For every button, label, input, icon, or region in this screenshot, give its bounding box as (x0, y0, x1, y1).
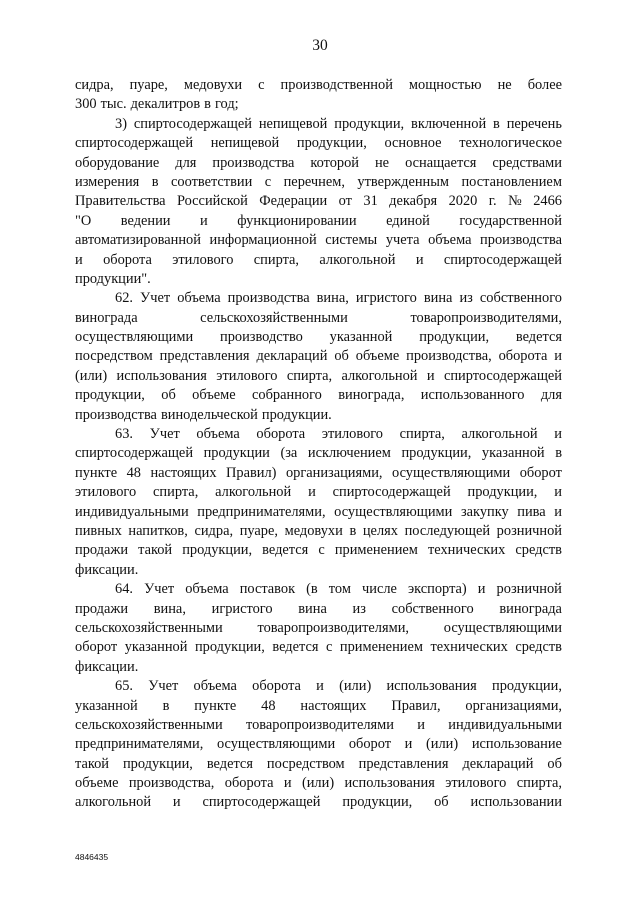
text-line: 63. Учет объема оборота этилового спирта, алкогольной и (115, 426, 562, 443)
text-line: (или) использования этилового спирта, алкогольной и спиртосодержащей (75, 367, 562, 384)
text-line: 3) спиртосодержащей непищевой продукции, включенной в перечень (115, 115, 562, 132)
text-line: продукции, об объеме собранного винограда, использованного для (75, 387, 562, 404)
text-line: продажи такой продукции, ведется с применением технических средств (75, 542, 562, 559)
text-line: пивных напитков, сидра, пуаре, медовухи в целях последующей розничной (75, 522, 562, 539)
text-line: спиртосодержащей продукции (за исключением продукции, указанной в (75, 445, 562, 462)
page-number: 30 (312, 37, 328, 54)
document-body (75, 76, 562, 813)
text-line: производства винодельческой продукции. (75, 406, 332, 423)
text-line: осуществляющими производство указанной продукции, ведется (75, 329, 562, 346)
text-line: измерения в соответствии с перечнем, утвержденным постановлением (75, 173, 562, 190)
text-line: указанной в пункте 48 настоящих Правил, организациями, (75, 697, 562, 714)
text-line: и оборота этилового спирта, алкогольной и спиртосодержащей (75, 251, 562, 268)
text-line: оборот указанной продукции, ведется с применением технических средств (75, 639, 562, 656)
text-line: винограда сельскохозяйственными товаропроизводителями, (75, 309, 562, 326)
text-line: сельскохозяйственными товаропроизводителями и индивидуальными (75, 716, 562, 733)
text-line: сельскохозяйственными товаропроизводителями, осуществляющими (75, 619, 562, 636)
text-line: 64. Учет объема поставок (в том числе экспорта) и розничной (115, 581, 562, 598)
text-line: "О ведении и функционировании единой государственной (75, 212, 562, 229)
text-line: сидра, пуаре, медовухи с производственной мощностью не более (75, 77, 562, 93)
text-line: 65. Учет объема оборота и (или) использования продукции, (115, 678, 562, 695)
text-line: автоматизированной информационной системы учета объема производства (75, 232, 562, 249)
text-line: фиксации. (75, 561, 139, 578)
text-line: посредством представления деклараций об объеме производства, оборота и (75, 348, 562, 365)
text-line: фиксации. (75, 658, 139, 675)
text-line: продажи вина, игристого вина из собственного винограда (75, 600, 562, 617)
text-line: алкогольной и спиртосодержащей продукции, об использовании (75, 794, 562, 811)
text-line: предпринимателями, осуществляющими оборот и (или) использование (75, 736, 562, 753)
text-line: оборудование для производства которой не оснащается средствами (75, 154, 562, 171)
text-line: индивидуальными предпринимателями, осуществляющими закупку пива и (75, 503, 562, 520)
text-line: объеме производства, оборота и (или) использования этилового спирта, (75, 775, 562, 792)
text-line: Правительства Российской Федерации от 31 декабря 2020 г. № 2466 (75, 193, 562, 210)
text-line: этилового спирта, алкогольной и спиртосодержащей продукции, и (75, 484, 562, 501)
text-line: продукции". (75, 270, 151, 287)
document-id: 4846435 (75, 852, 109, 862)
text-line: 300 тыс. декалитров в год; (75, 96, 239, 113)
text-line: такой продукции, ведется посредством представления деклараций об (75, 755, 562, 772)
text-line: спиртосодержащей непищевой продукции, основное технологическое (75, 135, 562, 152)
text-line: 62. Учет объема производства вина, игристого вина из собственного (115, 290, 562, 307)
text-line: пункте 48 настоящих Правил) организациями, осуществляющими оборот (75, 464, 562, 481)
